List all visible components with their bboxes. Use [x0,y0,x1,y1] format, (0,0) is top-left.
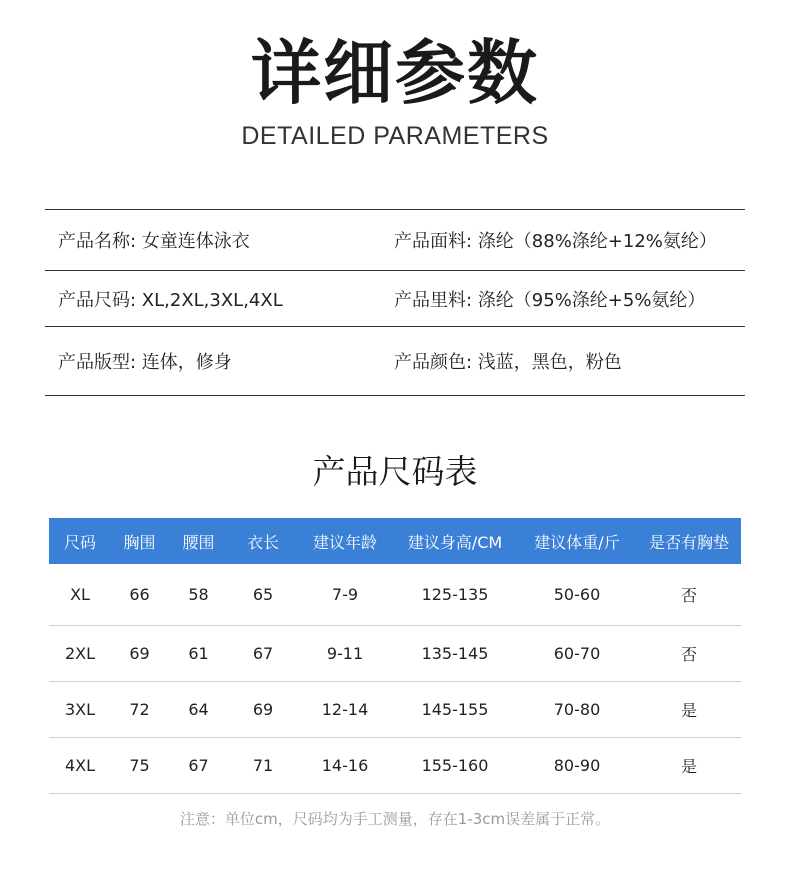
param-fabric: 产品面料: 涤纶（88%涤纶+12%氨纶） [394,231,717,252]
cell-height: 145-155 [421,700,489,719]
cell-weight: 50-60 [553,585,601,604]
cell-height: 135-145 [421,644,489,663]
cell-weight: 70-80 [553,700,601,719]
measurement-note: 注意：单位cm，尺码均为手工测量，存在1-3cm误差属于正常。 [179,810,611,828]
size-chart-title: 产品尺码表 [312,452,478,491]
cell-weight: 80-90 [553,756,601,775]
page-subtitle: DETAILED PARAMETERS [241,122,549,150]
cell-height: 125-135 [421,585,489,604]
param-row [45,271,745,327]
cell-length: 71 [252,756,274,775]
cell-size: XL [70,585,90,604]
cell-size: 3XL [64,700,96,719]
cell-pad: 是 [680,701,697,720]
parameters-table [45,209,745,396]
param-fit: 产品版型: 连体，修身 [58,352,232,373]
header-cell-chest: 胸围 [123,532,156,552]
cell-length: 67 [252,644,274,663]
param-lining: 产品里料: 涤纶（95%涤纶+5%氨纶） [394,289,706,311]
size-chart-table [49,518,741,794]
cell-chest: 69 [129,644,150,663]
cell-pad: 否 [680,586,697,605]
cell-age: 14-16 [321,756,369,775]
cell-waist: 61 [188,644,209,663]
cell-age: 12-14 [321,700,369,719]
header-cell-weight: 建议体重/斤 [534,532,620,552]
header-cell-length: 衣长 [246,532,279,552]
size-chart-header [49,518,741,564]
param-sizes: 产品尺码: XL,2XL,3XL,4XL [58,289,283,311]
table-row [49,682,741,738]
cell-chest: 66 [129,585,150,604]
header-cell-height: 建议身高/CM [407,532,503,552]
cell-pad: 是 [680,757,697,776]
cell-weight: 60-70 [553,644,601,663]
table-row [49,564,741,626]
cell-length: 69 [252,700,274,719]
cell-waist: 58 [188,585,209,604]
cell-chest: 72 [129,700,150,719]
cell-height: 155-160 [421,756,489,775]
param-colors: 产品颜色: 浅蓝，黑色，粉色 [394,352,622,373]
param-row [45,210,745,271]
cell-waist: 67 [188,756,209,775]
header-cell-pad: 是否有胸垫 [648,532,729,552]
header-cell-age: 建议年龄 [312,532,377,552]
cell-length: 65 [252,585,274,604]
cell-age: 9-11 [326,644,364,663]
cell-pad: 否 [680,645,697,664]
page-title: 详细参数 [251,32,539,114]
header-cell-size: 尺码 [63,532,96,552]
table-row [49,626,741,682]
cell-size: 2XL [64,644,96,663]
header-cell-waist: 腰围 [182,532,215,552]
table-row [49,738,741,794]
cell-age: 7-9 [331,585,359,604]
param-name: 产品名称: 女童连体泳衣 [58,231,250,252]
cell-chest: 75 [129,756,150,775]
param-row [45,327,745,396]
cell-size: 4XL [64,756,96,775]
cell-waist: 64 [188,700,209,719]
